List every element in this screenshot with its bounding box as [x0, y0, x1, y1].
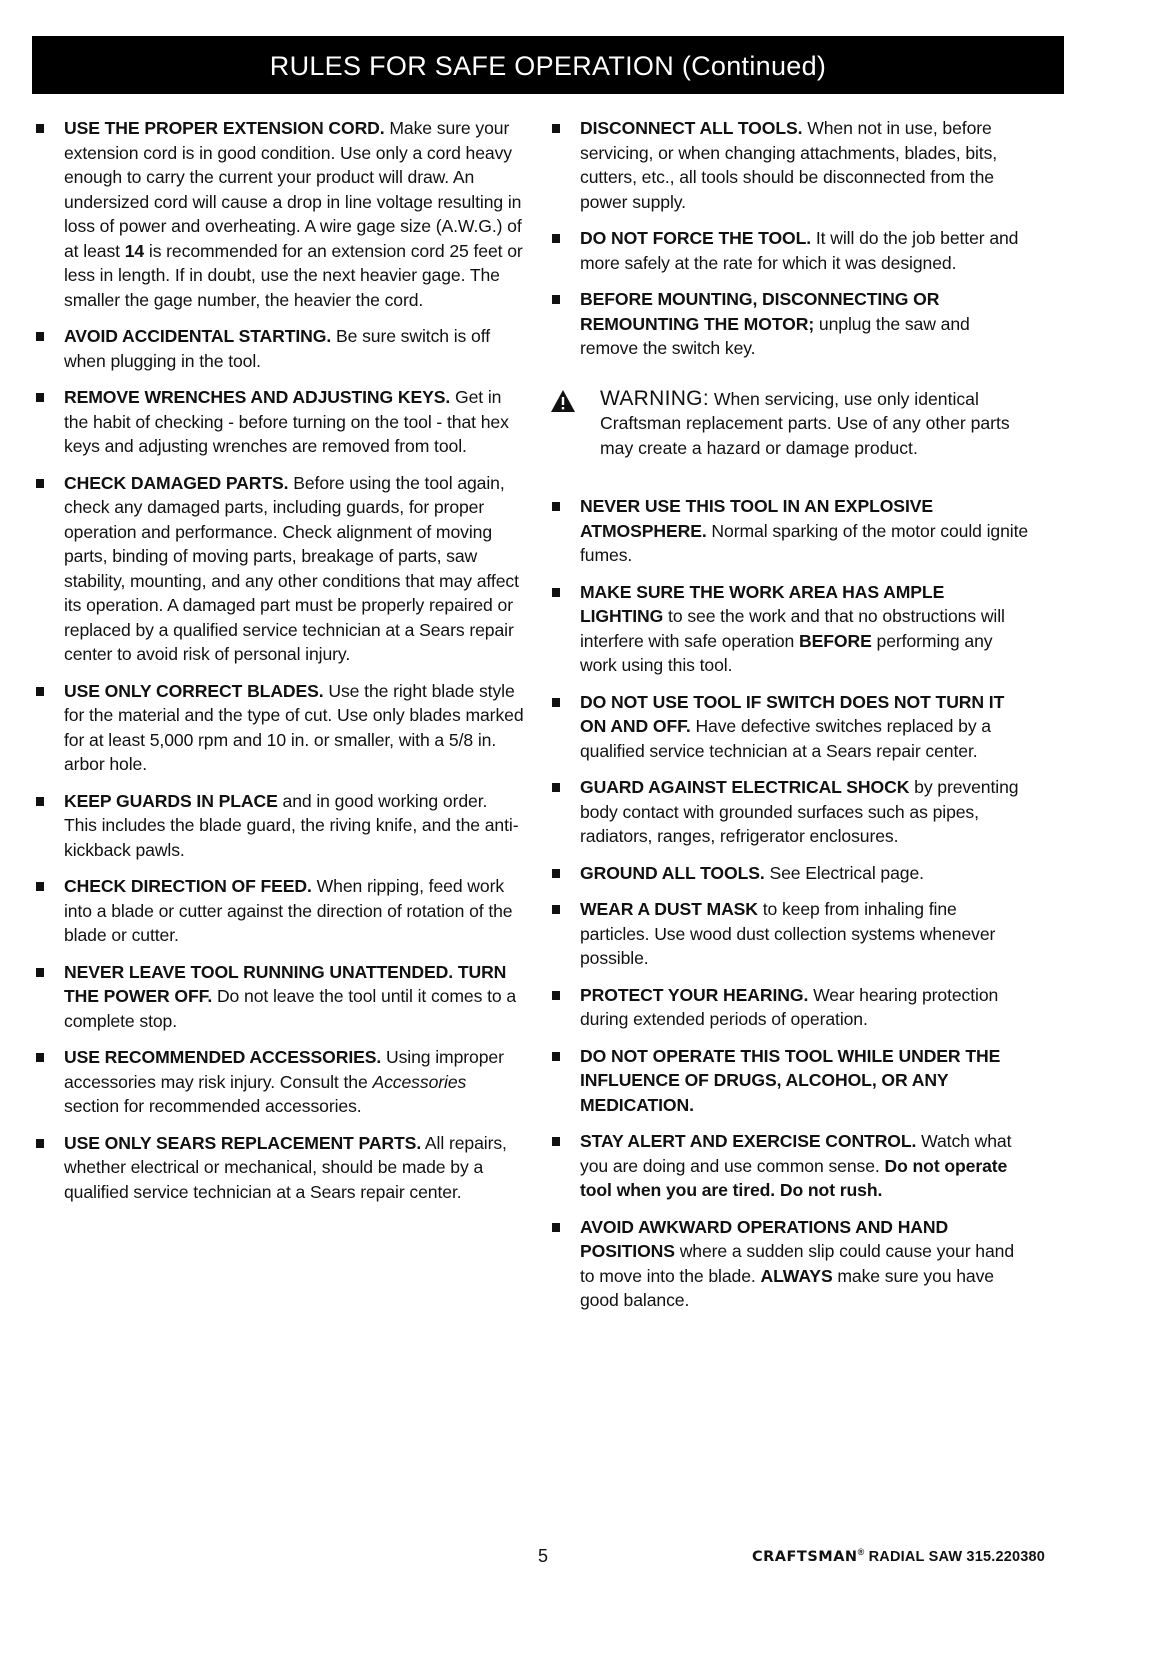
rule-text-continued: is recommended for an extension cord 25 feet or less in length. If in doubt, use the next heavier gage. The smaller the gage number, the heavier the cord.: [64, 240, 523, 310]
bullet-icon: [552, 295, 560, 304]
rule-text: Make sure your extension cord is in good condition. Use only a cord heavy enough to carry the current your product will draw. An undersized cord will cause a drop in line voltage resulting in loss of power and overheating. A wire gage size (A.W.G.) of at least: [64, 118, 522, 261]
page-number: 5: [538, 1546, 549, 1566]
rule-lead: REMOVE WRENCHES AND ADJUSTING KEYS.: [64, 387, 451, 407]
rule-explosive-atmosphere: [550, 494, 1030, 568]
rule-lead: AVOID AWKWARD OPERATIONS AND HAND POSITIONS: [580, 1216, 949, 1261]
rule-sears-replacement-parts: [34, 1131, 524, 1205]
bullet-icon: [36, 1139, 44, 1148]
rule-text: where a sudden slip could cause your hand to move into the blade.: [580, 1241, 1015, 1286]
bullet-icon: [36, 332, 44, 341]
rule-text: When not in use, before servicing, or when changing attachments, blades, bits, cutters, etc., all tools should be disconnected from the power supply.: [580, 118, 998, 212]
rule-text: Have defective switches replaced by a qualified service technician at a Sears repair center.: [580, 716, 991, 761]
rule-bold-inline: 14: [124, 240, 145, 261]
rule-lead: KEEP GUARDS IN PLACE: [64, 790, 278, 811]
rule-disconnect-tools: [550, 116, 1030, 214]
rule-before-mounting: [550, 287, 1030, 361]
bullet-icon: [552, 905, 560, 914]
bullet-icon: [552, 1223, 560, 1232]
rule-accidental-starting: [34, 324, 524, 373]
rule-lead: DISCONNECT ALL TOOLS.: [580, 118, 803, 138]
rule-text-continued: section for recommended accessories.: [64, 1096, 362, 1116]
rule-do-not-force: [550, 226, 1030, 275]
left-column: [34, 116, 524, 1216]
rule-text: Wear hearing protection during extended periods of operation.: [580, 984, 999, 1029]
rule-direction-of-feed: [34, 874, 524, 948]
bullet-icon: [552, 991, 560, 1000]
bullet-icon: [552, 1052, 560, 1061]
rule-remove-wrenches: [34, 385, 524, 459]
rule-drugs-alcohol: [550, 1044, 1030, 1118]
rule-lead: DO NOT OPERATE THIS TOOL WHILE UNDER THE INFLUENCE OF DRUGS, ALCOHOL, OR ANY MEDICATION.: [580, 1045, 1001, 1115]
rule-bold-inline: ALWAYS: [760, 1265, 833, 1286]
bullet-icon: [552, 869, 560, 878]
rule-lead: WEAR A DUST MASK: [580, 899, 758, 919]
bullet-icon: [552, 783, 560, 792]
warning-label: WARNING:: [600, 386, 709, 410]
rule-text-continued: make sure you have good balance.: [580, 1265, 994, 1310]
rule-protect-hearing: [550, 983, 1030, 1032]
rule-extension-cord: [34, 116, 524, 312]
rule-text: Be sure switch is off when plugging in the tool.: [64, 326, 490, 371]
rule-text-continued: performing any work using this tool.: [580, 630, 993, 675]
rule-text: Normal sparking of the motor could ignite fumes.: [580, 520, 1029, 565]
rule-text: Use the right blade style for the material and the type of cut. Use only blades marked for at least 5,000 rpm and 10 in. or smaller, with a 5/8 in. arbor hole.: [64, 680, 524, 774]
bullet-icon: [552, 1137, 560, 1146]
rule-text: Get in the habit of checking - before turning on the tool - that hex keys and adjusting wrenches are removed from tool.: [64, 387, 509, 456]
rule-recommended-accessories: [34, 1045, 524, 1119]
warning-notice: [550, 387, 1030, 461]
rule-text: Do not leave the tool until it comes to a complete stop.: [64, 986, 517, 1031]
rule-lead: NEVER USE THIS TOOL IN AN EXPLOSIVE ATMOSPHERE.: [580, 496, 934, 541]
rule-ground-tools: [550, 861, 1030, 886]
page-title: RULES FOR SAFE OPERATION (Continued): [269, 51, 827, 81]
rule-text: Using improper accessories may risk injury. Consult the: [64, 1047, 504, 1092]
footer-model-line: [752, 1547, 1045, 1565]
rule-lead: STAY ALERT AND EXERCISE CONTROL.: [580, 1131, 917, 1151]
rule-dust-mask: [550, 897, 1030, 971]
rule-lead: AVOID ACCIDENTAL STARTING.: [64, 326, 332, 346]
bullet-icon: [36, 124, 44, 133]
rule-lead: NEVER LEAVE TOOL RUNNING UNATTENDED. TURN THE POWER OFF.: [64, 961, 507, 1006]
rule-lead: DO NOT USE TOOL IF SWITCH DOES NOT TURN IT ON AND OFF.: [580, 691, 1005, 736]
bullet-icon: [36, 1053, 44, 1062]
bullet-icon: [552, 698, 560, 707]
bullet-icon: [552, 234, 560, 243]
rule-lead: USE RECOMMENDED ACCESSORIES.: [64, 1047, 382, 1067]
bullet-icon: [36, 968, 44, 977]
rule-lead: BEFORE MOUNTING, DISCONNECTING OR REMOUNTING THE MOTOR;: [580, 289, 940, 334]
rule-lead: PROTECT YOUR HEARING.: [580, 984, 809, 1005]
rule-awkward-operations: [550, 1215, 1030, 1313]
rule-lead: USE THE PROPER EXTENSION CORD.: [64, 118, 385, 138]
rule-text: to see the work and that no obstructions will interfere with safe operation: [580, 606, 1005, 651]
craftsman-logo: CRAFTSMAN: [752, 1548, 858, 1565]
rule-text: by preventing body contact with grounded surfaces such as pipes, radiators, ranges, refrigerator enclosures.: [580, 777, 1019, 846]
rule-switch-failure: [550, 690, 1030, 764]
bullet-icon: [552, 502, 560, 511]
bullet-icon: [36, 393, 44, 402]
bullet-icon: [36, 882, 44, 891]
rule-bold-inline: BEFORE: [799, 630, 872, 651]
rule-text: Before using the tool again, check any damaged parts, including guards, for proper operation and performance. Check alignment of moving parts, binding of moving parts, breakage of parts, saw stability, mounting, and any other conditions that may affect its operation. A damaged part must be properly repaired or replaced by a qualified service technician at a Sears repair center to avoid risk of personal injury.: [64, 472, 519, 664]
rule-text: When ripping, feed work into a blade or cutter against the direction of rotation of the blade or cutter.: [64, 876, 513, 945]
rule-keep-guards: [34, 789, 524, 863]
rule-text: All repairs, whether electrical or mechanical, should be made by a qualified service technician at a Sears repair center.: [64, 1132, 507, 1202]
rule-electrical-shock: [550, 775, 1030, 849]
rule-lead: CHECK DIRECTION OF FEED.: [64, 876, 312, 896]
rule-text: to keep from inhaling fine particles. Use wood dust collection systems whenever possible.: [580, 899, 996, 968]
rule-text: unplug the saw and remove the switch key.: [580, 313, 970, 358]
bullet-icon: [552, 588, 560, 597]
warning-text: When servicing, use only identical Craftsman replacement parts. Use of any other parts may create a hazard or damage product.: [600, 388, 1010, 458]
warning-triangle-icon: [550, 389, 576, 413]
model-text: RADIAL SAW 315.220380: [868, 1548, 1046, 1565]
rule-lead: GROUND ALL TOOLS.: [580, 862, 765, 883]
rule-lead: MAKE SURE THE WORK AREA HAS AMPLE LIGHTING: [580, 581, 945, 626]
right-column: [550, 116, 1030, 1325]
rule-text: Watch what you are doing and use common sense.: [580, 1131, 1012, 1176]
rule-text: See Electrical page.: [764, 862, 924, 883]
rule-bold-inline: Do not operate tool when you are tired. Do not rush.: [580, 1155, 1008, 1200]
rule-ample-lighting: [550, 580, 1030, 678]
rule-lead: DO NOT FORCE THE TOOL.: [580, 228, 812, 248]
rule-stay-alert: [550, 1129, 1030, 1203]
rule-correct-blades: [34, 679, 524, 777]
bullet-icon: [552, 124, 560, 133]
rule-lead: USE ONLY CORRECT BLADES.: [64, 680, 324, 701]
page-banner: [32, 36, 1064, 94]
rule-check-damaged-parts: [34, 471, 524, 667]
rule-lead: CHECK DAMAGED PARTS.: [64, 472, 289, 493]
bullet-icon: [36, 797, 44, 806]
registered-mark: ®: [857, 1547, 865, 1557]
rule-lead: USE ONLY SEARS REPLACEMENT PARTS.: [64, 1132, 422, 1153]
rule-lead: GUARD AGAINST ELECTRICAL SHOCK: [580, 777, 910, 797]
bullet-icon: [36, 687, 44, 696]
rule-italic-inline: Accessories: [372, 1071, 467, 1092]
rule-text: It will do the job better and more safely at the rate for which it was designed.: [580, 228, 1019, 273]
bullet-icon: [36, 479, 44, 488]
rule-text: and in good working order. This includes the blade guard, the riving knife, and the anti-kickback pawls.: [64, 790, 519, 860]
rule-never-leave-running: [34, 960, 524, 1034]
